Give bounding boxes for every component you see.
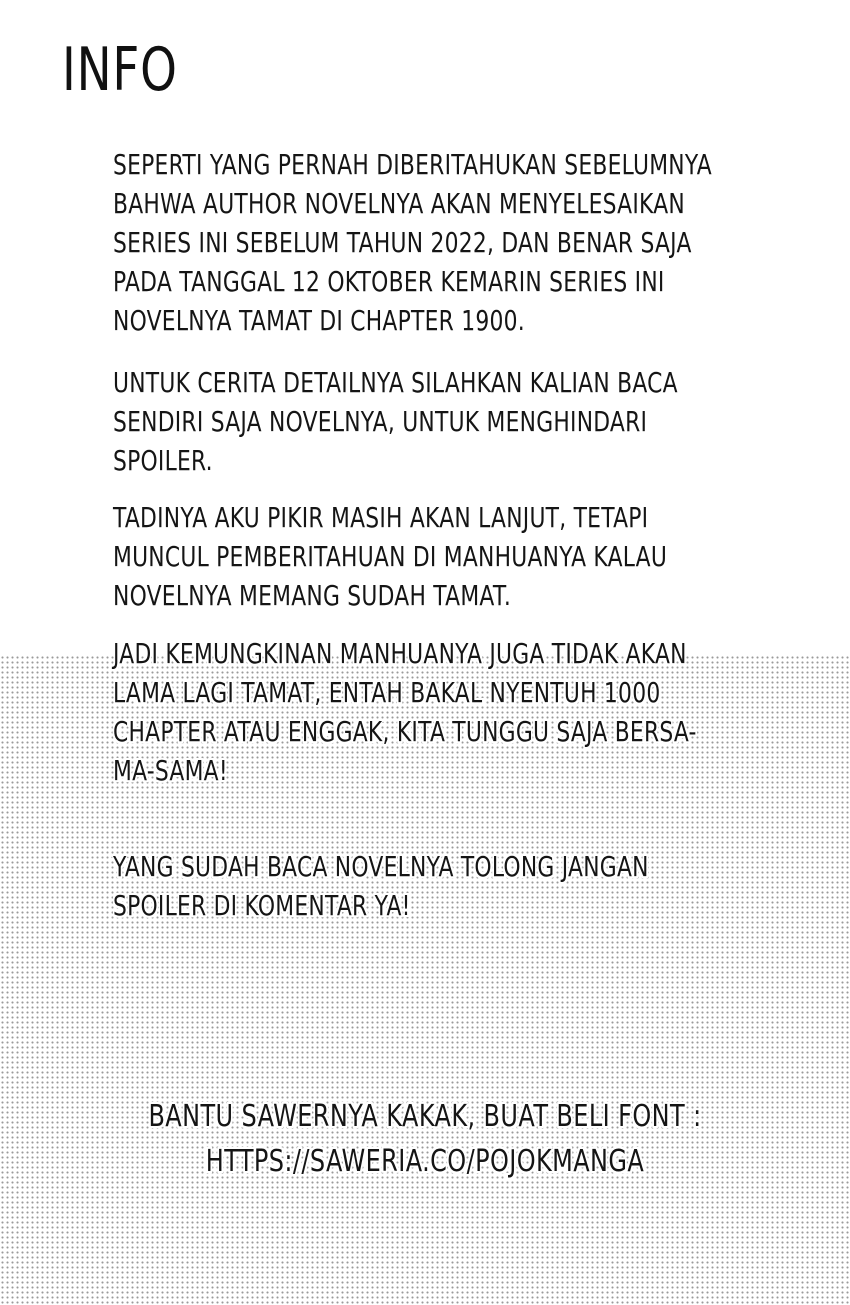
paragraph-line: CHAPTER ATAU ENGGAK, KITA TUNGGU SAJA BERSA-: [113, 715, 697, 748]
paragraph-line: NOVELNYA MEMANG SUDAH TAMAT.: [113, 579, 512, 612]
paragraph-line: MUNCUL PEMBERITAHUAN DI MANHUANYA KALAU: [113, 540, 668, 573]
paragraph-line: TADINYA AKU PIKIR MASIH AKAN LANJUT, TETAPI: [113, 501, 649, 534]
paragraph-no-spoiler: [113, 847, 753, 925]
paragraph-line: PADA TANGGAL 12 OKTOBER KEMARIN SERIES INI: [113, 265, 665, 298]
paragraph-line: LAMA LAGI TAMAT, ENTAH BAKAL NYENTUH 1000: [113, 676, 661, 709]
paragraph-line: YANG SUDAH BACA NOVELNYA TOLONG JANGAN: [113, 850, 649, 883]
paragraph-line: UNTUK CERITA DETAILNYA SILAHKAN KALIAN BACA: [113, 366, 678, 399]
paragraph-manhua-ending: [113, 634, 753, 790]
donation-footer: [0, 1094, 850, 1184]
paragraph-novel-ended: [113, 145, 753, 340]
donation-link[interactable]: HTTPS://SAWERIA.CO/POJOKMANGA: [205, 1144, 645, 1179]
paragraph-line: NOVELNYA TAMAT DI CHAPTER 1900.: [113, 304, 525, 337]
paragraph-line: SERIES INI SEBELUM TAHUN 2022, DAN BENAR SAJA: [113, 226, 692, 259]
paragraph-line: BAHWA AUTHOR NOVELNYA AKAN MENYELESAIKAN: [113, 187, 685, 220]
paragraph-line: MA-SAMA!: [113, 754, 228, 787]
paragraph-line: SENDIRI SAJA NOVELNYA, UNTUK MENGHINDARI: [113, 405, 648, 438]
paragraph-announcement: [113, 498, 753, 615]
page-title: INFO: [62, 35, 178, 105]
paragraph-line: SPOILER DI KOMENTAR YA!: [113, 889, 411, 922]
donation-text: BANTU SAWERNYA KAKAK, BUAT BELI FONT :: [148, 1099, 702, 1134]
paragraph-line: SPOILER.: [113, 444, 213, 477]
paragraph-line: SEPERTI YANG PERNAH DIBERITAHUKAN SEBELUMNYA: [113, 148, 712, 181]
paragraph-read-yourself: [113, 363, 753, 480]
paragraph-line: JADI KEMUNGKINAN MANHUANYA JUGA TIDAK AKAN: [113, 637, 687, 670]
